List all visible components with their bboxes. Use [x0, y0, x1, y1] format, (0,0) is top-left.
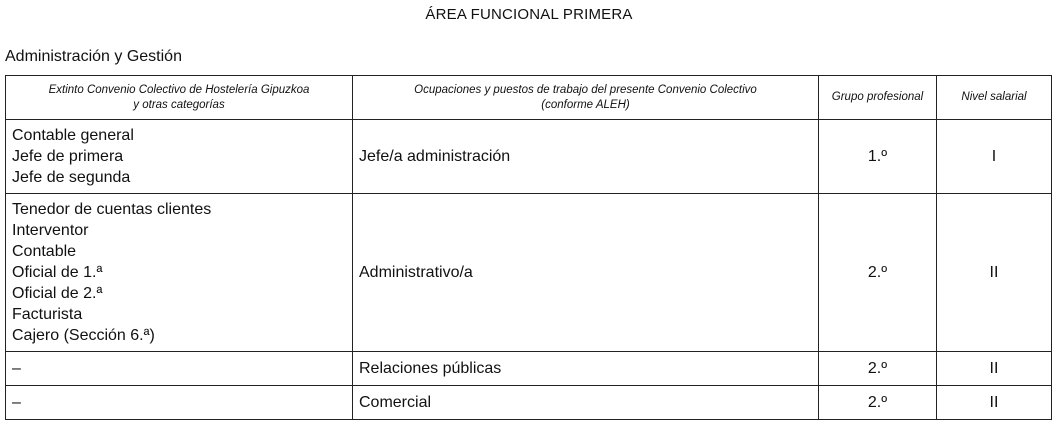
group-cell: 2.º: [819, 194, 937, 352]
level-cell: I: [937, 120, 1052, 194]
header-salary-level: [937, 76, 1052, 120]
categories-cell: [6, 194, 353, 352]
categories-cell: [6, 120, 353, 194]
level-cell: II: [937, 386, 1052, 420]
section-title: Administración y Gestión: [5, 48, 182, 65]
group-cell: 2.º: [819, 386, 937, 420]
category-item: Jefe de segunda: [12, 169, 131, 186]
category-item: Tenedor de cuentas clientes: [12, 201, 212, 218]
header-salary-level-label: Nivel salarial: [961, 91, 1027, 103]
table-row: [6, 386, 1052, 420]
category-item: Jefe de primera: [12, 148, 124, 165]
group-cell: 2.º: [819, 352, 937, 386]
level-cell: II: [937, 352, 1052, 386]
header-professional-group-label: Grupo profesional: [831, 91, 924, 103]
category-item: –: [12, 360, 21, 377]
header-occupations-line2: (conforme ALEH): [541, 98, 630, 111]
occupation-cell: Relaciones públicas: [353, 352, 819, 386]
page-title: ÁREA FUNCIONAL PRIMERA: [425, 6, 633, 23]
header-row: [6, 76, 1052, 120]
categories-cell: [6, 386, 353, 420]
occupation-cell: Jefe/a administración: [353, 120, 819, 194]
category-item: Oficial de 1.ª: [12, 264, 103, 281]
category-item: Cajero (Sección 6.ª): [12, 327, 155, 344]
header-occupations-line1: Ocupaciones y puestos de trabajo del presente Convenio Colectivo: [414, 83, 757, 96]
category-item: Oficial de 2.ª: [12, 285, 103, 302]
category-item: Contable general: [12, 127, 134, 144]
category-item: Interventor: [12, 222, 89, 239]
header-former-agreement-line1: Extinto Convenio Colectivo de Hostelería Gipuzkoa: [48, 83, 310, 96]
category-item: –: [12, 394, 21, 411]
header-occupations: [353, 76, 819, 120]
header-former-agreement: [6, 76, 353, 120]
group-cell: 1.º: [819, 120, 937, 194]
header-former-agreement-line2: y otras categorías: [133, 98, 225, 111]
classification-table: [5, 75, 1052, 420]
occupation-cell: Comercial: [353, 386, 819, 420]
categories-cell: [6, 352, 353, 386]
category-item: Contable: [12, 243, 77, 260]
level-cell: II: [937, 194, 1052, 352]
occupation-cell: Administrativo/a: [353, 194, 819, 352]
table-row: [6, 352, 1052, 386]
table-row: [6, 120, 1052, 194]
category-item: Facturista: [12, 306, 83, 323]
header-professional-group: [819, 76, 937, 120]
table-row: [6, 194, 1052, 352]
